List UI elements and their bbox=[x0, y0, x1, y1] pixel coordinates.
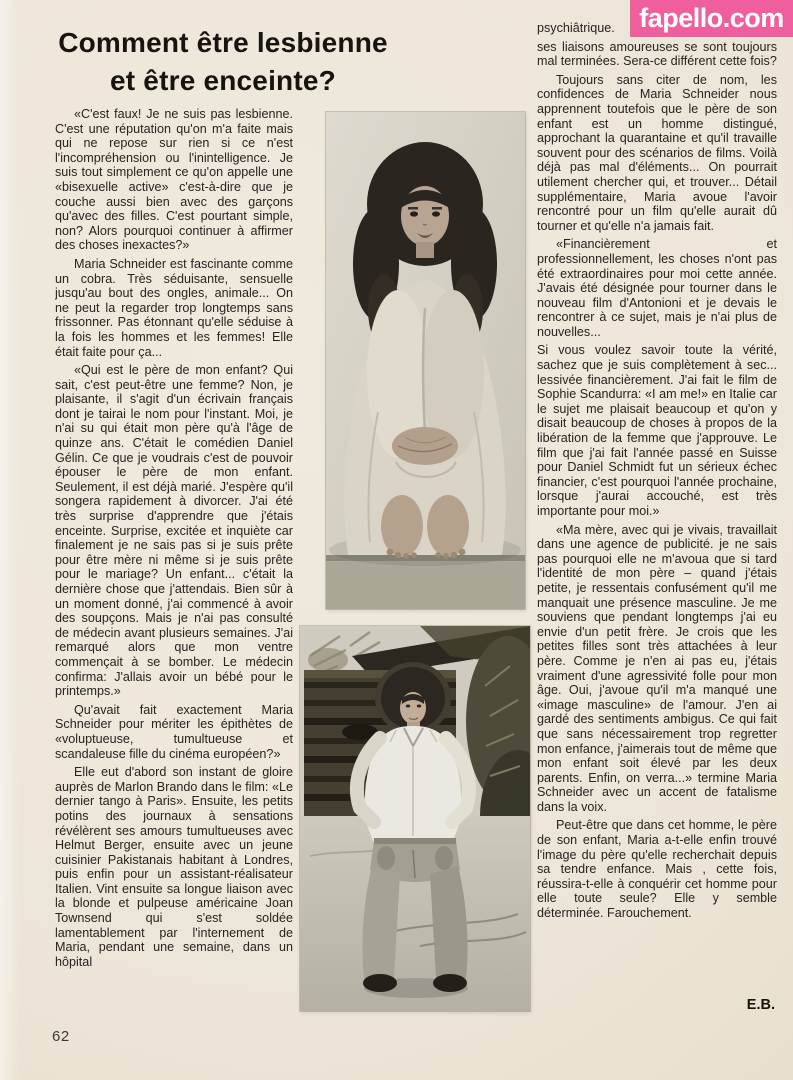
left-text-column bbox=[55, 107, 293, 1025]
right-text-column bbox=[537, 21, 777, 989]
article-paragraph: «Qui est le père de mon enfant? Qui sait, c'est peut-être une femme? Non, je plaisante, il s'agit d'un écrivain français dont je tairai le nom pour l'instant. Moi, je n'ai su qui était mon père qu'à l'âge de quinze ans. C'était le comédien Daniel Gélin. Ce que je voudrais c'est de pouvoir épouser le père de mon enfant. Seulement, il est déjà marié. J'espère qu'il songera rapidement à divorcer. J'ai été très surprise d'apprendre que j'étais enceinte. Surprise, excitée et inquiète car finalement je ne sais pas si je suis prête pour être mère ni même si je suis prête pour le mariage? Un enfant... c'était la dernière chose que j'attendais. Bien sûr à un moment donné, j'ai commencé à avoir des soupçons. Mais je n'ai pas consulté de médecin avant plusieurs semaines. J'ai remarqué alors que mon ventre commençait à se bomber. Le médecin confirma: J'allais avoir un bébé pour le printemps.» bbox=[55, 363, 293, 699]
photo-maria-standing bbox=[300, 626, 530, 1011]
article-paragraph: ses liaisons amoureuses se sont toujours mal terminées. Sera-ce différent cette fois? bbox=[537, 39, 777, 69]
article-paragraph: Peut-être que dans cet homme, le père de son enfant, Maria a-t-elle enfin trouvé l'image du père qu'elle recherchait depuis sa tendre enfance. Mais , cette fois, réussira-t-elle à conquérir cet homme pour elle toute seule? Elle y semble déterminée. Farouchement. bbox=[537, 818, 777, 921]
photo-maria-seated-image bbox=[326, 112, 525, 609]
article-title-line2: et être enceinte? bbox=[110, 65, 336, 96]
article-paragraph: Maria Schneider est fascinante comme un cobra. Très séduisante, sensuelle jusqu'au bout des ongles, animale... On ne peut la regarder trop longtemps sans frissonner. Pas étonnant qu'elle séduise à la fois les hommes et les femmes! Elle était faite pour ça... bbox=[55, 256, 293, 359]
article-paragraph: psychiâtrique. bbox=[537, 21, 615, 35]
article-paragraph: «C'est faux! Je ne suis pas lesbienne. C'est une réputation qu'on m'a faite mais qui ne repose sur rien si ce n'est l'incompréhension ou l'inintelligence. Je suis tout simplement ce qu'on appelle une «bisexuelle active» c'est-à-dire que je couche aussi bien avec des garçons qu'avec des filles. C'est pourtant simple, non? Alors pourquoi continuer à affirmer des choses inexactes?» bbox=[55, 107, 293, 253]
article-paragraph: «Ma mère, avec qui je vivais, travaillait dans une agence de publicité. je ne sais pas pourquoi elle ne m'avoua que si tard l'identité de mon père – quand j'étais petite, je ressentais confusément qu'il me manquait une présence masculine. Je me souviens que pendant longtemps j'ai eu envie d'un petit frère. Je crois que les petites filles sont très attachées à leur père. Comme je n'en ai pas eu, j'étais vraiment d'une agressivité folle pour mon âge. Oui, j'avoue qu'il m'a manqué une «image masculine» de l'amour. J'en ai gardé des sentiments ambigus. Ce qui fait que sans nécessairement trop regretter mon enfance, j'aimerais tout de même que mon enfant soit élevé par les deux parents. Enfin, on verra...» termine Maria Schneider avec un accent de fatalisme dans la voix. bbox=[537, 522, 777, 814]
article-paragraph: Qu'avait fait exactement Maria Schneider pour mériter les épithètes de «voluptueuse, tumultueuse et scandaleuse fille du cinéma européen?» bbox=[55, 702, 293, 761]
article-paragraph: Elle eut d'abord son instant de gloire auprès de Marlon Brando dans le film: «Le dernier tango à Paris». Ensuite, les petits potins des journaux à sensations révélèrent ses amours tumultueuses avec Helmut Berger, ensuite avec un jeune cuisinier Pakistanais habitant à Londres, puis enfin pour un assistant-réalisateur Italien. Vint ensuite sa longue liaison avec la blonde et pulpeuse américaine Joan Townsend qui s'est soldée lamentablement par l'internement de Maria, pendant une semaine, dans un hôpital bbox=[55, 765, 293, 969]
photo-maria-standing-image bbox=[300, 626, 530, 1011]
watermark-label: fapello.com bbox=[639, 3, 784, 33]
article-paragraph: Toujours sans citer de nom, les confidences de Maria Schneider nous apprennent toutefois que le père de son enfant est un homme distingué, approchant la quarantaine et qu'il travaille souvent pour des scénarios de films. Voilà déjà pas mal d'éléments... On pourrait utilement chercher qui, et trouver... Détail supplémentaire, Maria avoue l'avoir rencontré pour un film qu'elle aurait dû tourner et qu'elle n'a jamais fait. bbox=[537, 72, 777, 233]
page-number: 62 bbox=[52, 1028, 70, 1045]
photo-maria-seated bbox=[326, 112, 525, 609]
article-title-line1: Comment être lesbienne bbox=[58, 27, 388, 58]
author-initials: E.B. bbox=[746, 997, 775, 1013]
article-paragraph: Si vous voulez savoir toute la vérité, sachez que je suis complètement à sec... lessivée financièrement. J'ai fait le film de Sophie Scandurra: «I am me!» en Italie car le sujet me plaisait beaucoup et qu'on y disait beaucoup de choses à propos de la libération de la femme que j'approuve. Le film que j'ai fait l'année passé en Suisse pour Daniel Schmidt fut un sérieux échec financier, c'est pourquoi l'année prochaine, lorsque j'aurai accouché, est très importante pour moi.» bbox=[537, 343, 777, 518]
article-title bbox=[48, 24, 398, 100]
article-paragraph: «Financièrement et professionnellement, les choses n'ont pas été extraordinaires pour moi cette année. J'avais été désignée pour tourner dans le nouveau film d'Antonioni et je devais le rencontrer à ce sujet, mais je n'ai plus de nouvelles... bbox=[537, 237, 777, 339]
